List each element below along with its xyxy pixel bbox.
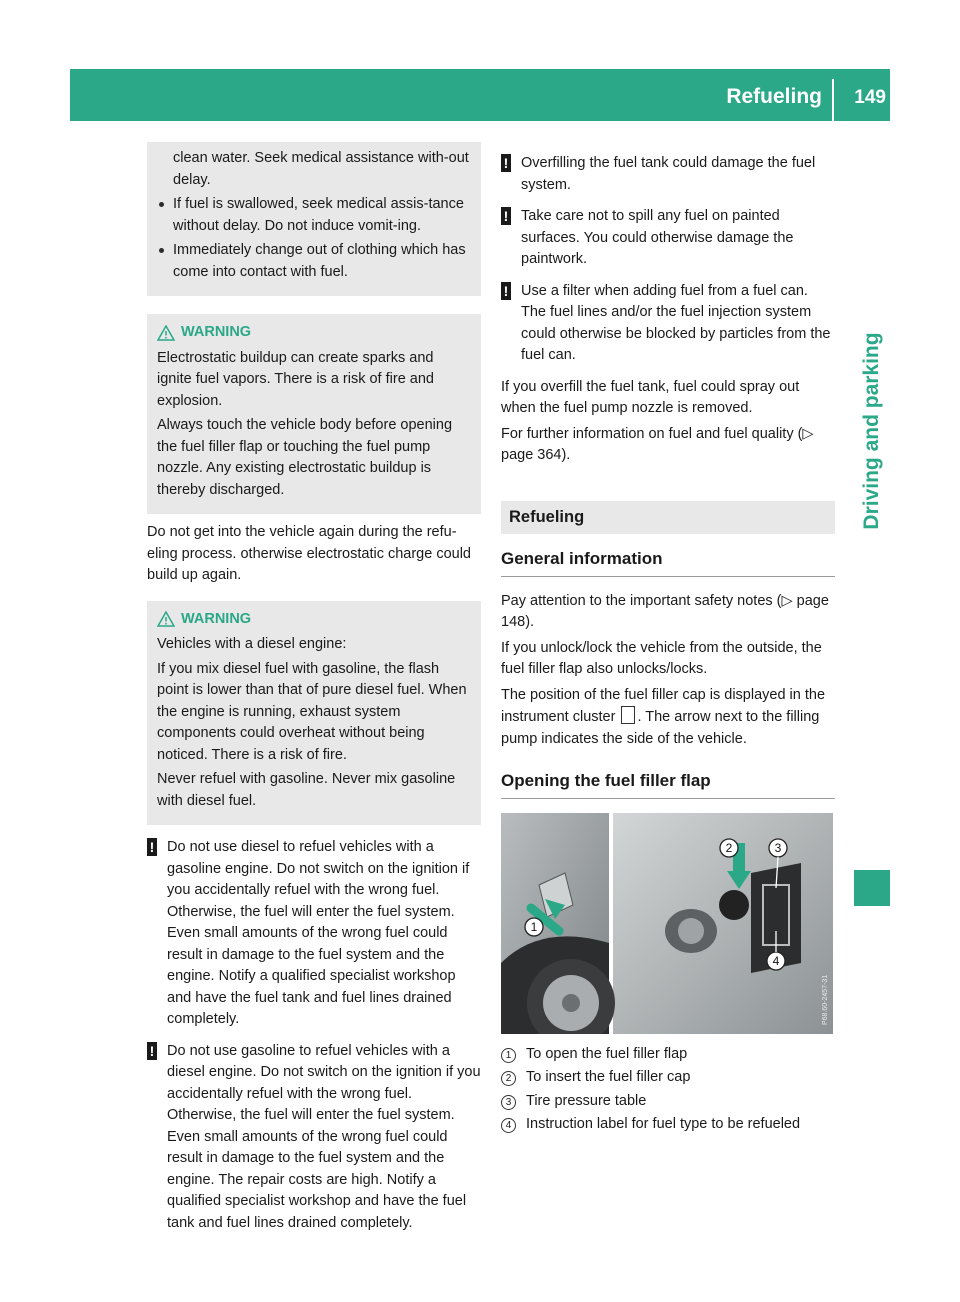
caution-text: Take care not to spill any fuel on painted surfaces. You could otherwise damage the paintwork. — [521, 208, 794, 267]
body-paragraph: If you unlock/lock the vehicle from the outside, the fuel filler flap also unlocks/locks. — [501, 639, 822, 677]
caution-exclamation-icon: ! — [501, 154, 511, 172]
warning-triangle-icon — [157, 611, 175, 627]
figure-code: P68.60-2457-31 — [822, 974, 829, 1025]
bullet-item: If fuel is swallowed, seek medical assis-tance without delay. Do not induce vomit-ing. — [157, 194, 471, 237]
legend-number: 4 — [501, 1118, 516, 1133]
warning-heading — [157, 322, 471, 344]
legend-text: Instruction label for fuel type to be refueled — [526, 1116, 801, 1132]
subsection-heading: General information — [501, 548, 835, 577]
body-text: The position of the fuel filler cap is displayed in the instrument cluster — [501, 686, 826, 725]
section-title: Refueling — [501, 501, 835, 535]
legend-text: To open the fuel filler flap — [526, 1045, 688, 1062]
figure-legend — [501, 1044, 835, 1136]
chapter-marker — [854, 870, 890, 906]
legend-number: 1 — [501, 1048, 516, 1063]
header-title: Refueling — [726, 85, 822, 108]
caution-exclamation-icon: ! — [501, 207, 511, 225]
caution-text: Do not use diesel to refuel vehicles with a gasoline engine. Do not switch on the ignition if you accidentally refuel with the wrong fuel. Otherwise, the fuel will enter the fuel system. Even small amounts of the wrong fuel could result in damage to the fuel system and the engine. Notify a qualified specialist workshop and have the fuel tank and fuel lines drained completely. — [167, 839, 470, 1027]
fuel-pump-icon — [621, 706, 635, 724]
header-divider — [832, 79, 834, 121]
legend-item — [501, 1067, 835, 1089]
left-column — [147, 150, 481, 1244]
subsection-heading: Opening the fuel filler flap — [501, 770, 835, 799]
caution-note — [501, 153, 835, 196]
legend-text: To insert the fuel filler cap — [526, 1069, 691, 1085]
right-column — [501, 153, 835, 1138]
chapter-side-tab — [854, 300, 890, 562]
caution-text: Overfilling the fuel tank could damage the fuel system. — [521, 155, 816, 193]
warning-text: Always touch the vehicle body before opening the fuel filler flap or touching the fuel pump nozzle. Any existing electrostatic buildup is thereby discharged. — [157, 417, 453, 498]
warning-label: WARNING — [181, 610, 252, 627]
body-paragraph — [501, 685, 835, 751]
fuel-filler-flap-figure — [501, 813, 833, 1034]
chapter-label: Driving and parking — [860, 332, 883, 530]
legend-number: 2 — [501, 1071, 516, 1086]
body-paragraph: Do not get into the vehicle again during the refu-eling process. otherwise electrostatic charge could build up again. — [147, 524, 471, 583]
legend-item — [501, 1114, 835, 1136]
caution-text: Do not use gasoline to refuel vehicles with a diesel engine. Do not switch on the ignition if you accidentally refuel with the wrong fuel. Otherwise, the fuel will enter the fuel system. Even small amounts of the wrong fuel could result in damage to the fuel system and the engine. The repair costs are high. Notify a qualified specialist workshop and have the fuel tank and fuel lines drained completely. — [167, 1042, 481, 1231]
caution-note — [501, 281, 835, 367]
callout-3: 3 — [774, 840, 782, 855]
body-paragraph: If you overfill the fuel tank, fuel could spray out when the fuel pump nozzle is removed. — [501, 378, 800, 416]
caution-exclamation-icon: ! — [501, 282, 511, 300]
fuel-filler-photo — [501, 813, 833, 1034]
caution-exclamation-icon: ! — [147, 838, 157, 856]
callout-4: 4 — [772, 953, 780, 968]
legend-item — [501, 1044, 835, 1066]
box-text: clean water. Seek medical assistance with-out delay. — [173, 150, 469, 188]
legend-number: 3 — [501, 1095, 516, 1110]
caution-note — [147, 1041, 481, 1235]
page-reference-paragraph[interactable]: For further information on fuel and fuel quality (▷ page 364). — [501, 425, 814, 463]
warning-text: Never refuel with gasoline. Never mix gasoline with diesel fuel. — [157, 771, 456, 809]
warning-text: If you mix diesel fuel with gasoline, the flash point is lower than that of pure diesel fuel. When the engine is running, exhaust system components could overheat without being noticed. There is a risk of fire. — [157, 660, 467, 763]
body-text: . The arrow next to the filling pump indicates the side of the vehicle. — [501, 709, 820, 747]
warning-text: Electrostatic buildup can create sparks and ignite fuel vapors. There is a risk of fire and explosion. — [157, 349, 434, 409]
caution-note — [501, 206, 835, 271]
warning-triangle-icon — [157, 325, 175, 341]
warning-text: Vehicles with a diesel engine: — [157, 636, 347, 652]
page-header — [70, 69, 890, 121]
legend-text: Tire pressure table — [526, 1092, 647, 1109]
page-number: 149 — [854, 87, 886, 108]
warning-box-diesel — [147, 601, 481, 826]
bullet-item: Immediately change out of clothing which has come into contact with fuel. — [157, 240, 471, 283]
page-reference-paragraph[interactable]: Pay attention to the important safety notes (▷ page 148). — [501, 592, 829, 630]
caution-text: Use a filter when adding fuel from a fuel can. The fuel lines and/or the fuel injection system could otherwise be blocked by particles from the fuel can. — [521, 282, 831, 363]
warning-label: WARNING — [181, 324, 252, 340]
warning-heading — [157, 609, 471, 631]
callout-2: 2 — [725, 840, 733, 855]
caution-note — [147, 837, 481, 1031]
callout-1: 1 — [530, 919, 538, 934]
fuel-safety-box — [147, 142, 481, 296]
caution-exclamation-icon: ! — [147, 1042, 157, 1060]
legend-item — [501, 1091, 835, 1113]
warning-box-electrostatic — [147, 314, 481, 514]
